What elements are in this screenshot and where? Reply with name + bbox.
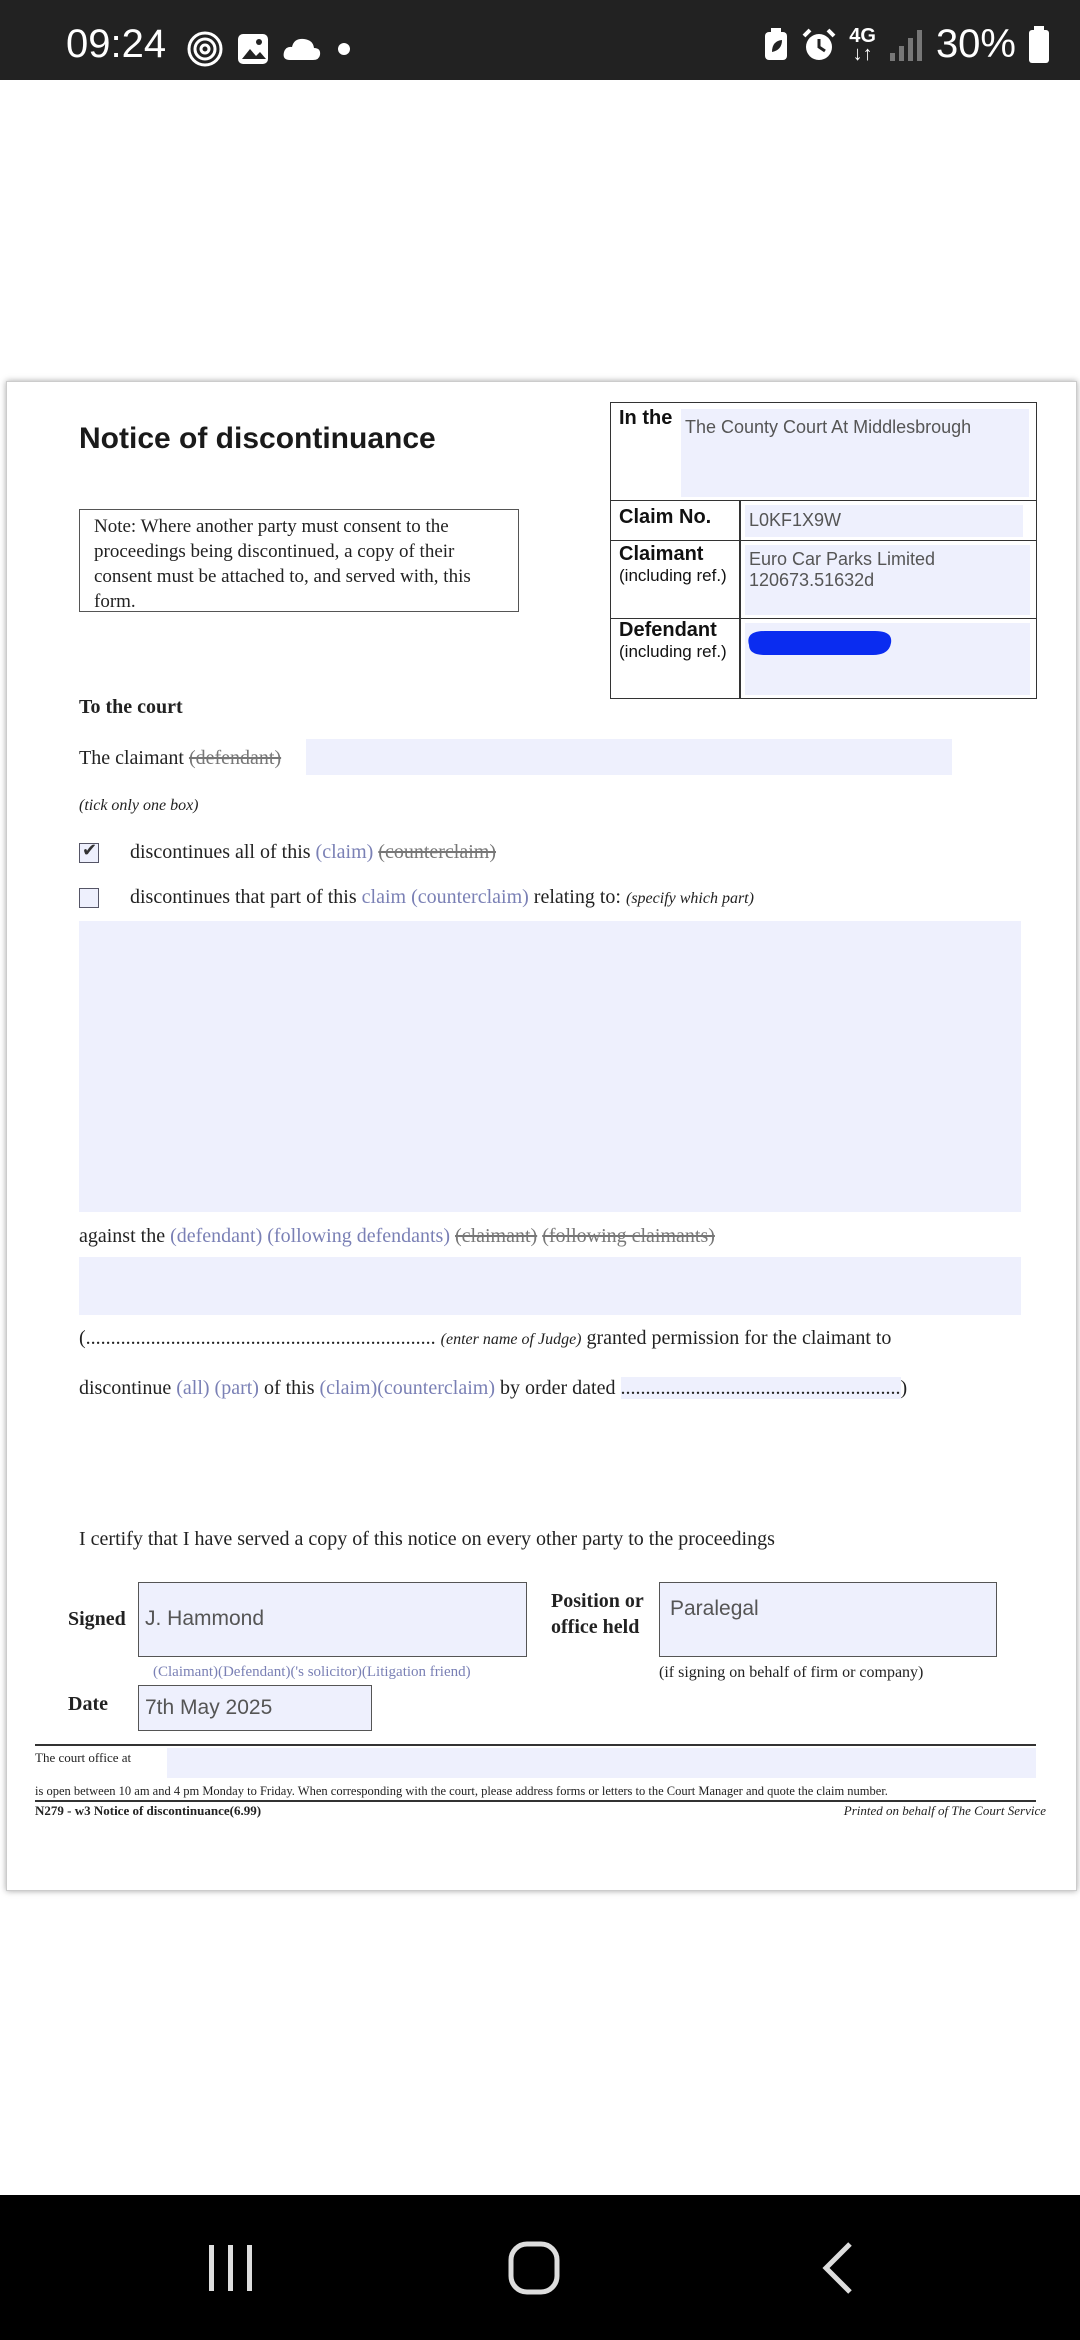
option-part-specify: (specify which part) <box>625 890 754 907</box>
judge-granted: granted permission for the claimant to <box>586 1327 892 1349</box>
status-bar <box>0 0 1080 80</box>
judge-line <box>79 1327 891 1350</box>
alarm-icon <box>801 27 837 63</box>
discontinue-of-this: of this <box>263 1377 315 1399</box>
cloud-icon <box>282 34 322 64</box>
signed-field[interactable]: J. Hammond <box>138 1582 527 1657</box>
in-the-row <box>611 403 1036 501</box>
claimant-ref: 120673.51632d <box>749 570 875 590</box>
position-label <box>551 1588 644 1640</box>
court-office-label: The court office at <box>35 1750 132 1765</box>
form-code: N279 - w3 Notice of discontinuance(6.99) <box>35 1803 262 1818</box>
discontinue-claim-option[interactable]: (claim)(counterclaim) <box>319 1377 495 1399</box>
fingerprint-icon <box>186 30 224 68</box>
option-part-relating: relating to: <box>533 886 621 908</box>
battery-icon <box>1028 26 1050 64</box>
judge-enter-name: (enter name of Judge) <box>440 1331 582 1348</box>
against-defendant[interactable]: (defendant) <box>170 1225 263 1247</box>
redaction-mark <box>745 623 895 663</box>
court-name-field[interactable]: The County Court At Middlesbrough <box>681 409 1029 497</box>
to-the-court-heading: To the court <box>79 696 183 718</box>
discontinue-all-checkbox[interactable] <box>79 840 99 863</box>
claimant-line <box>79 747 281 770</box>
discontinue-line <box>79 1377 907 1400</box>
signal-icon <box>888 29 924 61</box>
network-type: 4G ↓↑ <box>849 24 876 65</box>
date-label: Date <box>68 1693 108 1715</box>
dot-icon <box>334 39 354 59</box>
option-part-text: discontinues that part of this <box>130 886 357 908</box>
option-all-claim[interactable]: (claim) <box>315 841 374 863</box>
discontinue-close: ) <box>900 1377 908 1399</box>
tick-note: (tick only one box) <box>79 797 199 814</box>
against-claimant[interactable]: (claimant) <box>455 1225 538 1247</box>
claim-no-row <box>611 501 1036 541</box>
position-field[interactable]: Paralegal <box>659 1582 997 1657</box>
against-following-defendants[interactable]: (following defendants) <box>267 1225 450 1247</box>
claim-no-label: Claim No. <box>619 506 712 528</box>
battery-percent: 30% <box>935 22 1016 66</box>
printed-on-behalf: Printed on behalf of The Court Service <box>843 1803 1046 1818</box>
order-date-field[interactable]: ........................................................ <box>620 1377 901 1399</box>
date-field[interactable]: 7th May 2025 <box>138 1685 372 1731</box>
option-all-line <box>130 841 496 864</box>
recents-button[interactable] <box>205 2243 257 2293</box>
gallery-icon <box>236 32 270 66</box>
against-parties-field[interactable] <box>79 1257 1021 1315</box>
claimant-field[interactable] <box>745 545 1030 615</box>
back-button[interactable] <box>818 2241 858 2295</box>
court-office-field[interactable] <box>167 1748 1036 1778</box>
claimant-prefix: The claimant <box>79 747 184 769</box>
footer-rule-top <box>35 1744 1036 1746</box>
discontinue-all-part[interactable]: (all) (part) <box>176 1377 259 1399</box>
court-info-table <box>610 402 1037 699</box>
against-line <box>79 1225 715 1248</box>
defendant-sub-label: (including ref.) <box>619 642 727 661</box>
claimant-sub-label: (including ref.) <box>619 566 727 585</box>
position-label-line1: Position or <box>551 1590 644 1612</box>
claimant-defendant-option[interactable]: (defendant) <box>188 747 282 769</box>
specify-part-field[interactable] <box>79 921 1021 1212</box>
option-all-text: discontinues all of this <box>130 841 311 863</box>
option-part-line <box>130 886 754 909</box>
status-icons-left <box>186 30 354 68</box>
discontinue-part-checkbox[interactable] <box>79 888 99 908</box>
judge-name-field[interactable]: (...................................................................... <box>79 1327 436 1349</box>
status-icons-right <box>763 22 1050 67</box>
certify-statement: I certify that I have served a copy of this notice on every other party to the proceedings <box>79 1528 775 1550</box>
claim-no-field[interactable]: L0KF1X9W <box>745 505 1023 537</box>
discontinue-prefix: discontinue <box>79 1377 172 1399</box>
signed-capacity-options[interactable]: (Claimant)(Defendant)('s solicitor)(Litigation friend) <box>153 1664 471 1680</box>
defendant-field[interactable] <box>745 623 1030 695</box>
claimant-label: Claimant (including ref.) <box>619 543 727 585</box>
battery-saver-icon <box>763 28 789 62</box>
home-button[interactable] <box>508 2241 560 2295</box>
claimant-name-field[interactable] <box>306 739 952 775</box>
claimant-name: Euro Car Parks Limited <box>749 549 936 569</box>
table-divider <box>739 500 741 699</box>
claimant-row <box>611 541 1036 619</box>
document-page <box>6 381 1077 1891</box>
footer-rule-bottom <box>35 1800 1036 1802</box>
against-prefix: against the <box>79 1225 166 1247</box>
court-hours-text: is open between 10 am and 4 pm Monday to Friday. When corresponding with the court, please address forms or letters to the Court Manager and quote the claim number. <box>35 1784 888 1798</box>
form-title: Notice of discontinuance <box>79 422 436 455</box>
against-following-claimants[interactable]: (following claimants) <box>542 1225 715 1247</box>
option-all-counterclaim[interactable]: (counterclaim) <box>378 841 497 863</box>
defendant-row <box>611 619 1036 699</box>
position-note: (if signing on behalf of firm or company) <box>659 1664 924 1681</box>
discontinue-by-order: by order dated <box>499 1377 616 1399</box>
consent-note: Note: Where another party must consent to the proceedings being discontinued, a copy of their consent must be attached to, and served with, this form. <box>79 509 519 612</box>
check-icon: ✔ <box>82 840 98 861</box>
navigation-bar <box>0 2195 1080 2340</box>
position-label-line2: office held <box>551 1616 640 1638</box>
status-time: 09:24 <box>66 22 167 66</box>
in-the-label: In the <box>619 407 673 429</box>
option-part-claim[interactable]: claim (counterclaim) <box>361 886 529 908</box>
signed-label: Signed <box>68 1608 126 1630</box>
defendant-label: Defendant (including ref.) <box>619 619 727 661</box>
